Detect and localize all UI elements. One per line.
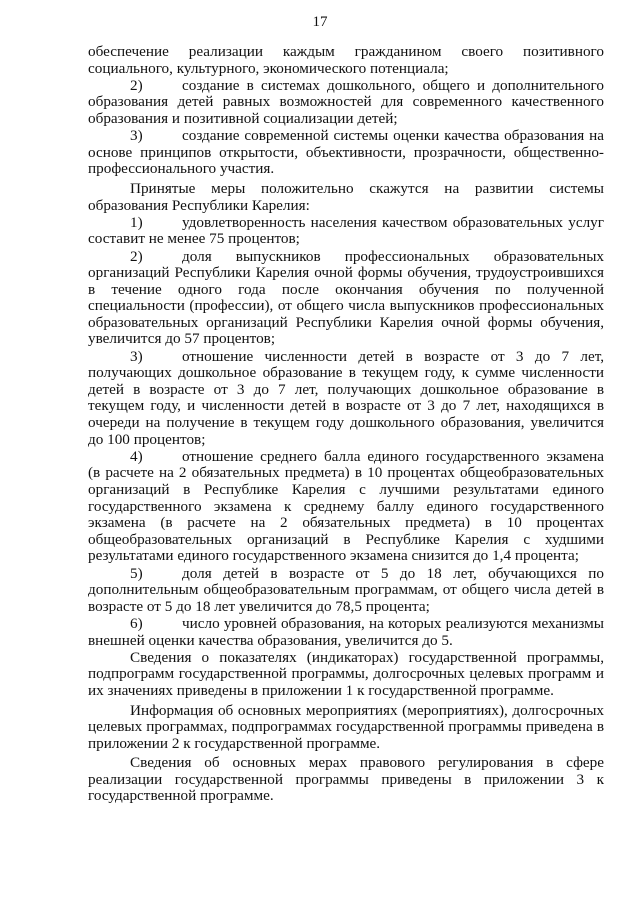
list-item <box>88 249 604 349</box>
list-item-text: доля выпускников профессиональных образовательных организаций Республики Карелия очной формы обучения, трудоустроившихся в течение одного года после окончания обучения по полученной специальности (профессии), от общего числа выпускников профессиональных образовательных организаций Республики Карелия очной формы обучения, увеличится до 57 процентов; <box>88 247 604 348</box>
list-item <box>88 128 604 178</box>
list-item-number: 4) <box>130 447 143 465</box>
list-item <box>88 566 604 616</box>
list-item-text: создание современной системы оценки качества образования на основе принципов открытости, объективности, прозрачности, общественно-профессионального участия. <box>88 127 604 178</box>
paragraph-text: Информация об основных мероприятиях (мероприятиях), долгосрочных целевых программах, подпрограммах государственной программы приведена в приложении 2 к государственной программе. <box>88 701 604 752</box>
paragraph <box>88 755 604 805</box>
list-item <box>88 78 604 128</box>
document-body <box>88 44 604 806</box>
list-item-text: число уровней образования, на которых реализуются механизмы внешней оценки качества образования, увеличится до 5. <box>88 614 604 649</box>
list-item-number: 1) <box>130 213 143 231</box>
page-number: 17 <box>312 14 328 30</box>
list-item-number: 3) <box>130 347 143 365</box>
list-item-number: 3) <box>130 127 143 145</box>
list-item-text: создание в системах дошкольного, общего и дополнительного образования детей равных возможностей для современного качественного образования и позитивной социализации детей; <box>88 76 604 127</box>
paragraph <box>88 181 604 214</box>
list-item-text: отношение численности детей в возрасте от 3 до 7 лет, получающих дошкольное образование в текущем году, к сумме численности детей в возрасте от 3 до 7 лет, получающих дошкольное образование в текущем году, и численности детей в возрасте от 3 до 7 лет, находящихся в очереди на получение в текущем году дошкольного образования, увеличится до 100 процентов; <box>88 347 604 448</box>
list-item-number: 2) <box>130 76 143 94</box>
paragraph-text: Сведения о показателях (индикаторах) государственной программы, подпрограмм государственной программы, долгосрочных целевых программ и их значениях приведены в приложении 1 к государственной программе. <box>88 648 604 699</box>
list-item <box>88 449 604 565</box>
list-item-text: доля детей в возрасте от 5 до 18 лет, обучающихся по дополнительным общеобразовательным программам, от общего числа детей в возрасте от 5 до 18 лет увеличится до 78,5 процента; <box>88 564 604 615</box>
list-item <box>88 215 604 248</box>
list-item-text: удовлетворенность населения качеством образовательных услуг составит не менее 75 процентов; <box>88 213 604 248</box>
list-item-number: 2) <box>130 247 143 265</box>
paragraph-continuation <box>88 44 604 77</box>
paragraph-text: обеспечение реализации каждым гражданином своего позитивного социального, культурного, экономического потенциала; <box>88 43 604 77</box>
list-item <box>88 616 604 649</box>
paragraph-text: Принятые меры положительно скажутся на развитии системы образования Республики Карелия: <box>88 179 604 214</box>
list-item-text: отношение среднего балла единого государственного экзамена (в расчете на 2 обязательных предмета) в 10 процентах общеобразовательных организаций в Республике Карелия с лучшими результатами единого государственного экзамена к среднему баллу единого государственного экзамена (в расчете на 2 обязательных предмета) в 10 процентах общеобразовательных организаций в Республике Карелия с худшими результатами единого государственного экзамена снизится до 1,4 процента; <box>88 447 604 565</box>
list-item <box>88 349 604 449</box>
list-item-number: 6) <box>130 614 143 632</box>
paragraph-text: Сведения об основных мерах правового регулирования в сфере реализации государственной программы приведены в приложении 3 к государственной программе. <box>88 754 604 805</box>
paragraph <box>88 650 604 700</box>
paragraph <box>88 703 604 753</box>
list-item-number: 5) <box>130 564 143 582</box>
